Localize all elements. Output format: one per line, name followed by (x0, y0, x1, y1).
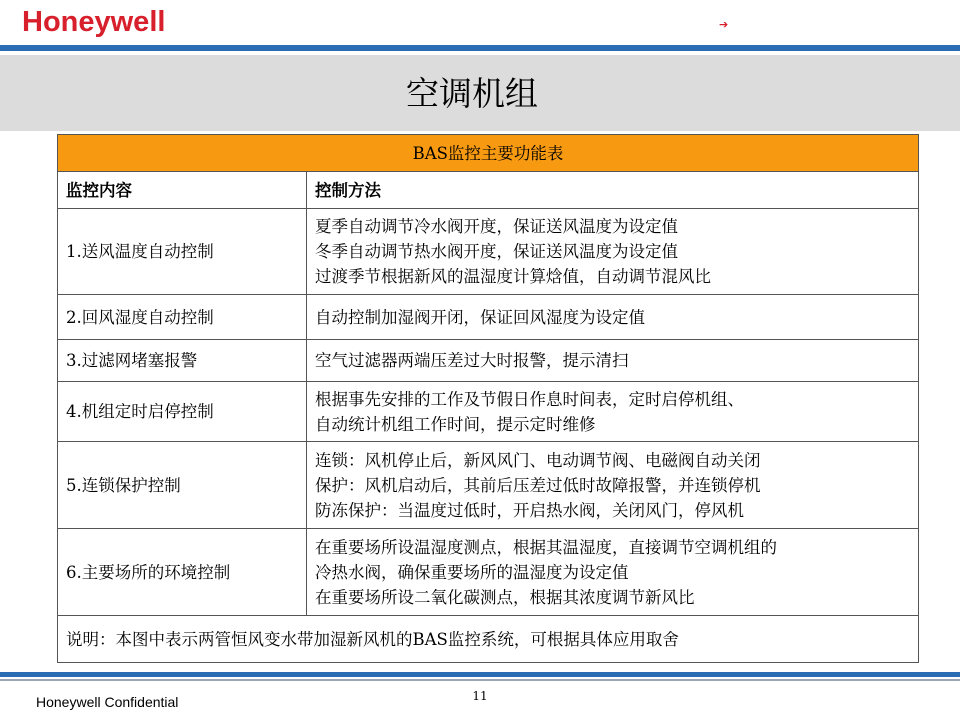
table-caption: BAS监控主要功能表 (58, 135, 919, 172)
method-line: 过渡季节根据新风的温湿度计算焓值，自动调节混风比 (315, 267, 711, 286)
method-line: 自动统计机组工作时间，提示定时维修 (315, 414, 596, 434)
row-method (307, 382, 919, 442)
row-method (307, 295, 919, 340)
method-line: 保护：风机启动后，其前后压差过低时故障报警，并连锁停机 (315, 475, 761, 495)
row-item: 5.连锁保护控制 (58, 442, 307, 529)
row-item: 2.回风湿度自动控制 (58, 295, 307, 340)
row-item: 3.过滤网堵塞报警 (58, 340, 307, 382)
table-row (58, 209, 919, 295)
method-line: 防冻保护：当温度过低时，开启热水阀，关闭风门，停风机 (315, 500, 744, 520)
bottom-divider-line (0, 679, 960, 681)
row-item: 1.送风温度自动控制 (58, 209, 307, 295)
function-table (57, 134, 919, 663)
method-line: 冷热水阀，确保重要场所的温湿度为设定值 (315, 562, 629, 582)
table-row (58, 529, 919, 616)
page-title: 空调机组 (406, 74, 538, 113)
footer-confidential: Honeywell Confidential (36, 694, 179, 710)
table-note: 说明：本图中表示两管恒风变水带加湿新风机的BAS监控系统，可根据具体应用取舍 (58, 616, 919, 663)
table-row (58, 295, 919, 340)
method-line: 连锁：风机停止后，新风风门、电动调节阀、电磁阀自动关闭 (315, 450, 761, 470)
method-line: 在重要场所设温湿度测点，根据其温湿度，直接调节空调机组的 (315, 537, 777, 557)
method-line: 在重要场所设二氧化碳测点，根据其浓度调节新风比 (315, 587, 695, 607)
table-caption-row (58, 135, 919, 172)
page-number: 11 (472, 689, 488, 703)
header-monitor-content: 监控内容 (58, 172, 307, 209)
honeywell-logo: Honeywell (22, 6, 166, 38)
table-row (58, 442, 919, 529)
row-method (307, 209, 919, 295)
header-control-method: 控制方法 (307, 172, 919, 209)
bottom-divider-bar (0, 672, 960, 677)
top-divider-bar (0, 45, 960, 51)
row-method (307, 529, 919, 616)
method-line: 根据事先安排的工作及节假日作息时间表，定时启停机组、 (315, 389, 744, 409)
row-item: 4.机组定时启停控制 (58, 382, 307, 442)
method-line: 空气过滤器两端压差过大时报警，提示清扫 (315, 351, 629, 370)
row-item: 6.主要场所的环境控制 (58, 529, 307, 616)
arrow-icon: ➔ (719, 18, 729, 31)
table-row (58, 382, 919, 442)
table-note-row (58, 616, 919, 663)
table-row (58, 340, 919, 382)
row-method (307, 442, 919, 529)
method-line: 自动控制加湿阀开闭，保证回风湿度为设定值 (315, 307, 645, 327)
method-line: 冬季自动调节热水阀开度，保证送风温度为设定值 (315, 242, 678, 261)
row-method (307, 340, 919, 382)
method-line: 夏季自动调节冷水阀开度，保证送风温度为设定值 (315, 217, 678, 236)
table-header-row (58, 172, 919, 209)
